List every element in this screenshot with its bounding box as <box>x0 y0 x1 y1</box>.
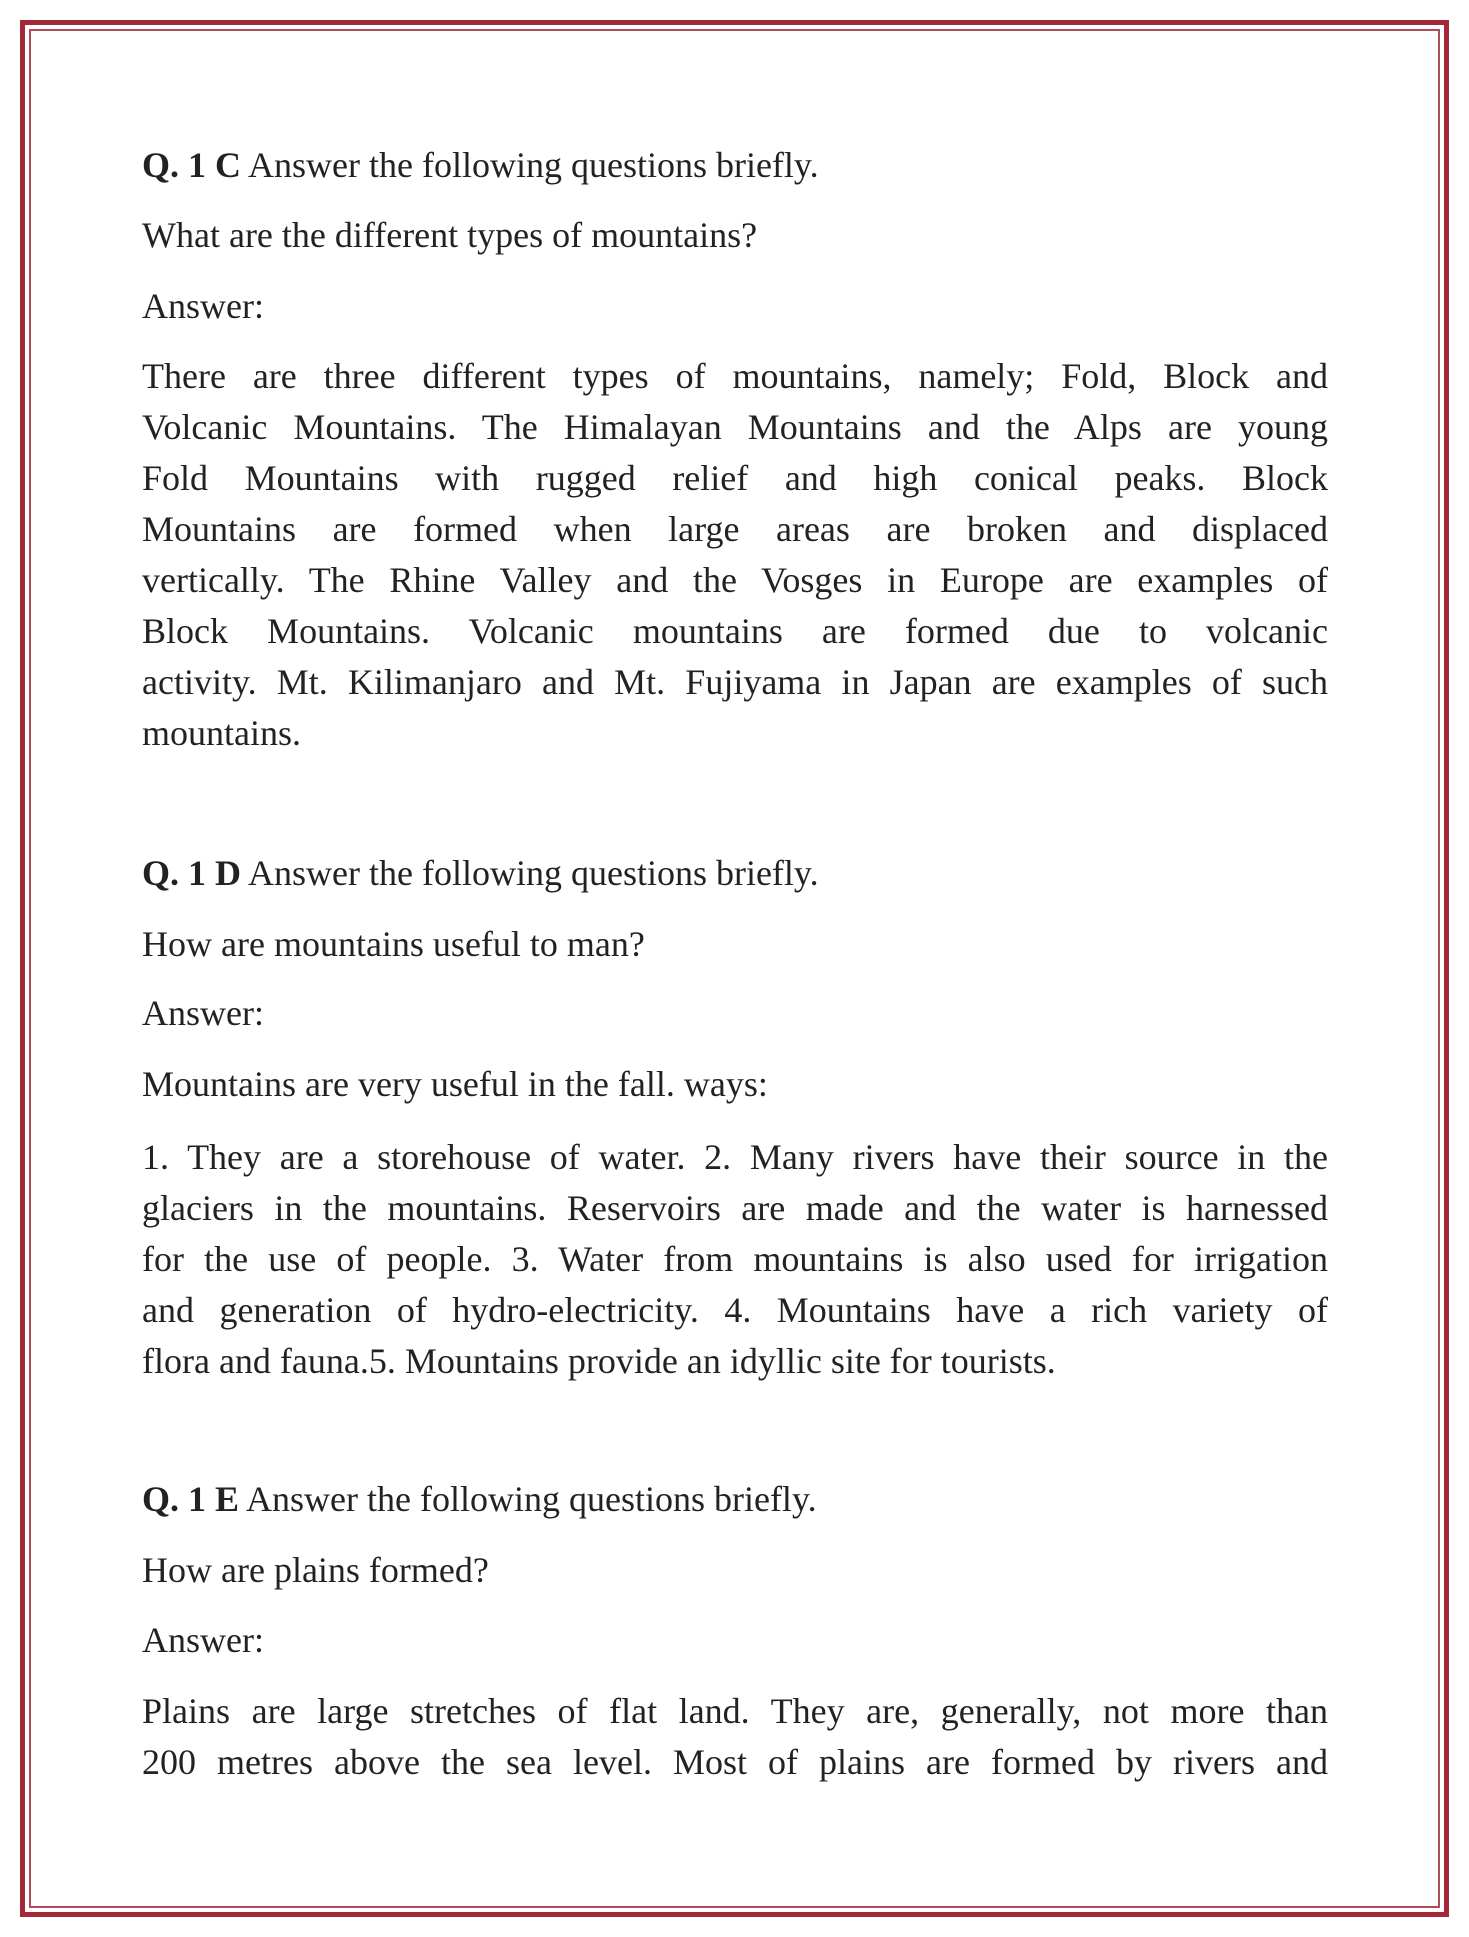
answer-1c-paragraph <box>142 351 1328 759</box>
answer-label: Answer: <box>142 993 264 1033</box>
answer-line: Plains are large stretches of flat land. They are, generally, not more than <box>142 1691 1328 1731</box>
question-label: Q. 1 C <box>142 145 241 185</box>
answer-line: Block Mountains. Volcanic mountains are formed due to volcanic <box>142 611 1328 651</box>
answer-line: 200 metres above the sea level. Most of plains are formed by rivers and <box>142 1742 1328 1782</box>
question-1d-heading <box>142 848 1328 899</box>
answer-1d-paragraph <box>142 1132 1328 1387</box>
answer-line: There are three different types of mountains, namely; Fold, Block and <box>142 356 1328 396</box>
question-1c-text: What are the different types of mountains? <box>142 215 758 255</box>
answer-line: and generation of hydro-electricity. 4. Mountains have a rich variety of <box>142 1290 1328 1330</box>
answer-label: Answer: <box>142 1620 264 1660</box>
question-1d-text: How are mountains useful to man? <box>142 924 645 964</box>
question-1e-text: How are plains formed? <box>142 1550 489 1590</box>
answer-line: activity. Mt. Kilimanjaro and Mt. Fujiyama in Japan are examples of such <box>142 662 1328 702</box>
answer-line: mountains. <box>142 713 301 753</box>
answer-line: Mountains are formed when large areas are broken and displaced <box>142 509 1328 549</box>
question-1c-heading <box>142 140 1328 191</box>
answer-line: Volcanic Mountains. The Himalayan Mountains and the Alps are young <box>142 407 1328 447</box>
answer-line: glaciers in the mountains. Reservoirs are made and the water is harnessed <box>142 1188 1328 1228</box>
answer-line: Fold Mountains with rugged relief and high conical peaks. Block <box>142 458 1328 498</box>
question-instruction: Answer the following questions briefly. <box>248 145 819 185</box>
answer-label: Answer: <box>142 286 264 326</box>
answer-1e-paragraph <box>142 1686 1328 1788</box>
answer-1d-intro: Mountains are very useful in the fall. ways: <box>142 1064 768 1104</box>
answer-line: flora and fauna.5. Mountains provide an idyllic site for tourists. <box>142 1341 1056 1381</box>
question-label: Q. 1 D <box>142 853 241 893</box>
question-label: Q. 1 E <box>142 1479 240 1519</box>
answer-line: vertically. The Rhine Valley and the Vosges in Europe are examples of <box>142 560 1328 600</box>
question-instruction: Answer the following questions briefly. <box>248 853 819 893</box>
answer-line: 1. They are a storehouse of water. 2. Many rivers have their source in the <box>142 1137 1328 1177</box>
question-1e-heading <box>142 1474 1328 1525</box>
question-instruction: Answer the following questions briefly. <box>246 1479 817 1519</box>
answer-line: for the use of people. 3. Water from mountains is also used for irrigation <box>142 1239 1328 1279</box>
